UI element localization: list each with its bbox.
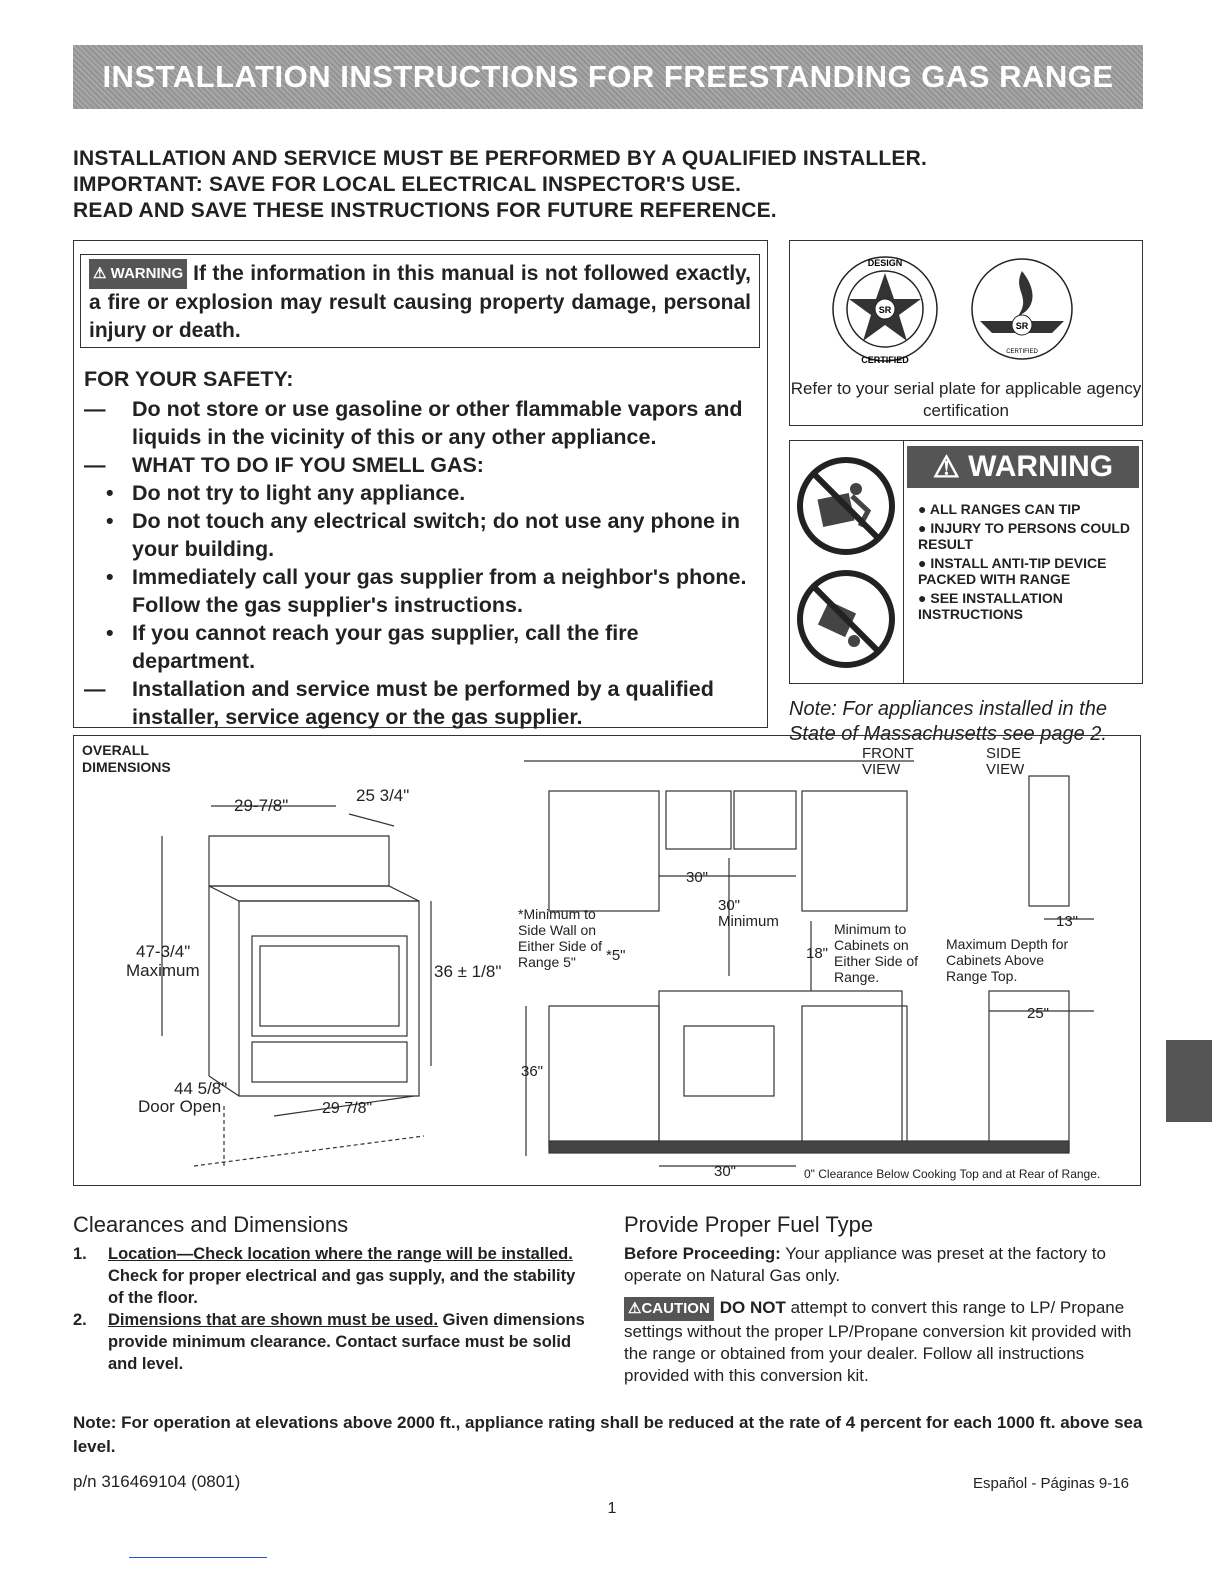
section-tab — [1166, 1040, 1212, 1122]
max-height-value: 47-3/4" — [136, 942, 191, 961]
width-dimension: 29-7/8" — [234, 796, 289, 815]
safety-item-text: Installation and service must be performed by a qualified installer, service agency or the gas supplier. — [132, 677, 714, 729]
caution-label-text: CAUTION — [641, 1300, 710, 1317]
do-not-text: DO NOT — [719, 1298, 786, 1317]
clearance-item — [73, 1309, 591, 1375]
upper-cabinet-center-left — [666, 791, 731, 849]
bullet-text: If you cannot reach your gas supplier, call the fire department. — [132, 621, 639, 673]
warning-item-text: SEE INSTALLATION INSTRUCTIONS — [918, 590, 1063, 622]
max-height-label: Maximum — [126, 961, 200, 980]
item-number: 2. — [73, 1311, 87, 1329]
seal-top-text: DESIGN — [867, 258, 903, 268]
safety-bullet: • Do not touch any electrical switch; do not use any phone in your building. — [106, 509, 741, 561]
safety-bullet: • Immediately call your gas supplier from a neighbor's phone. Follow the gas supplier's instructions. — [106, 565, 747, 617]
door-open-value: 44 5/8" — [174, 1079, 228, 1098]
fuel-section — [624, 1243, 1144, 1387]
warning-header: ⚠ WARNING — [907, 446, 1139, 488]
clearance-note: 0" Clearance Below Cooking Top and at Rear of Range. — [804, 1167, 1101, 1181]
thirtysix-inch-label: 36" — [521, 1063, 544, 1080]
banner-title: INSTALLATION INSTRUCTIONS FOR FREESTANDING GAS RANGE — [102, 59, 1114, 94]
elevation-note: Note: For operation at elevations above 2000 ft., appliance rating shall be reduced at the rate of 4 percent for each 1000 ft. above sea level. — [73, 1413, 1143, 1456]
clearance-item-heading: Location—Check location where the range will be installed. — [108, 1245, 573, 1263]
important-headings — [73, 146, 1153, 224]
upper-cabinet-left — [549, 791, 659, 911]
fuel-title: Provide Proper Fuel Type — [624, 1212, 874, 1237]
bottom-rule — [129, 1557, 267, 1558]
range-cooktop — [209, 886, 419, 901]
certification-text: Refer to your serial plate for applicable agency certification — [790, 379, 1142, 420]
seal-center-text: SR — [1015, 321, 1029, 331]
heading-2: IMPORTANT: SAVE FOR LOCAL ELECTRICAL INSPECTOR'S USE. — [73, 173, 742, 196]
five-inch-label: *5" — [606, 947, 626, 964]
max-depth-note: Maximum Depth for Cabinets Above Range Top. — [946, 936, 1069, 984]
range-backguard — [209, 836, 389, 886]
warning-list-item: ● INJURY TO PERSONS COULD RESULT — [918, 520, 1131, 552]
floor-depth-dimension: 29 7/8" — [322, 1100, 373, 1117]
bullet-text: Do not touch any electrical switch; do not use any phone in your building. — [132, 509, 741, 561]
safety-item-text: Do not store or use gasoline or other flammable vapors and liquids in the vicinity of this or any other appliance. — [132, 397, 743, 449]
title-banner — [73, 45, 1143, 109]
upper-cabinet-center-right — [734, 791, 796, 849]
warning-label-text: WARNING — [110, 265, 184, 282]
warning-list-item: ● ALL RANGES CAN TIP — [918, 501, 1081, 517]
min-30-label: Minimum — [718, 913, 779, 930]
min-30-value: 30" — [718, 897, 741, 914]
before-proceeding-text: Your appliance was preset at the factory to operate on Natural Gas only. — [624, 1244, 1106, 1285]
anti-tip-warning — [789, 440, 1143, 684]
spanish-pages: Español - Páginas 9-16 — [973, 1475, 1129, 1492]
warning-item-text: ALL RANGES CAN TIP — [929, 501, 1081, 517]
clearance-item-text: Given dimensions provide minimum clearance. Contact surface must be solid and level. — [108, 1311, 585, 1373]
caution-body: attempt to convert this range to LP/ Propane settings without the proper LP/Propane conversion kit provided with the range or obtained from your dealer. Follow all instructions provided with this conversion kit. — [624, 1298, 1132, 1385]
range-front — [239, 901, 419, 1096]
front-view-range — [659, 991, 902, 1146]
before-proceeding-label: Before Proceeding: — [624, 1244, 781, 1263]
heading-1: INSTALLATION AND SERVICE MUST BE PERFORMED BY A QUALIFIED INSTALLER. — [73, 147, 928, 170]
side-wall-note: *Minimum to Side Wall on Either Side of Range 5" — [518, 906, 603, 970]
safety-item: — Installation and service must be performed by a qualified installer, service agency or the gas supplier. — [84, 677, 714, 729]
range-drawer — [252, 1042, 407, 1082]
warning-list-item: ● SEE INSTALLATION INSTRUCTIONS — [918, 590, 1063, 622]
fire-warning-text: If the information in this manual is not followed exactly, a fire or explosion may result causing property damage, personal injury or death. — [89, 262, 751, 342]
door-open-line — [194, 1106, 424, 1166]
clearance-item-heading: Dimensions that are shown must be used. — [108, 1311, 439, 1329]
clearances-title: Clearances and Dimensions — [73, 1212, 349, 1237]
certification-seals — [790, 241, 1144, 381]
safety-title: FOR YOUR SAFETY: — [84, 367, 294, 391]
part-number: p/n 316469104 (0801) — [73, 1472, 241, 1491]
cooktop-height: 36 ± 1/8" — [434, 962, 502, 981]
before-proceeding — [624, 1243, 1144, 1287]
depth-dimension: 25 3/4" — [356, 786, 410, 805]
safety-item: — WHAT TO DO IF YOU SMELL GAS: — [84, 453, 484, 477]
dimensions-diagram — [73, 735, 1141, 1186]
clearance-item-text: Check for proper electrical and gas supply, and the stability of the floor. — [108, 1267, 576, 1307]
fire-warning-box — [80, 254, 760, 348]
bullet-text: Immediately call your gas supplier from a neighbor's phone. Follow the gas supplier's instructions. — [132, 565, 747, 617]
front-view-label: FRONT VIEW — [862, 745, 914, 778]
front-view-oven — [684, 1026, 774, 1096]
massachusetts-note: Note: For appliances installed in the State of Massachusetts see page 2. — [789, 698, 1107, 745]
item-number: 1. — [73, 1245, 87, 1263]
width-30-label: 30" — [686, 869, 709, 886]
dimensions-label: DIMENSIONS — [82, 759, 171, 775]
eighteen-inch-label: 18" — [806, 945, 829, 962]
safety-item-text: WHAT TO DO IF YOU SMELL GAS: — [132, 453, 484, 477]
safety-bullet: • Do not try to light any appliance. — [106, 481, 466, 505]
gas-flame-seal — [972, 259, 1072, 359]
caution-text — [624, 1297, 1144, 1387]
base-cabinet-right — [802, 1006, 907, 1146]
caution-label: ⚠CAUTION — [624, 1297, 714, 1321]
range-oven-door — [252, 936, 407, 1036]
depth-dim-line — [349, 814, 394, 826]
no-climbing-icon — [800, 460, 892, 552]
safety-item: — Do not store or use gasoline or other flammable vapors and liquids in the vicinity of this or any other appliance. — [84, 397, 743, 449]
heading-3: READ AND SAVE THESE INSTRUCTIONS FOR FUTURE REFERENCE. — [73, 199, 777, 222]
warning-item-text: INJURY TO PERSONS COULD RESULT — [918, 520, 1131, 552]
upper-cabinet-right — [802, 791, 907, 911]
clearances-list — [73, 1243, 591, 1375]
page-number: 1 — [607, 1500, 617, 1517]
design-certified-seal — [833, 257, 937, 365]
min-cabinets-note: Minimum to Cabinets on Either Side of Range. — [834, 921, 919, 985]
side-upper-cabinet — [1029, 776, 1069, 906]
seal-center-text: SR — [878, 305, 892, 315]
warning-list — [918, 501, 1138, 622]
bullet-text: Do not try to light any appliance. — [132, 481, 466, 505]
thirteen-inch-label: 13" — [1056, 913, 1079, 930]
range-oven-window — [260, 946, 399, 1026]
base-cabinet-left — [549, 1006, 659, 1146]
warning-divider — [903, 441, 904, 683]
safety-instructions — [84, 365, 752, 731]
bottom-30-label: 30" — [714, 1163, 737, 1180]
seal-bottom-text: CERTIFIED — [1006, 349, 1038, 355]
warning-list-item: ● INSTALL ANTI-TIP DEVICE PACKED WITH RANGE — [918, 555, 1107, 587]
floor-base — [549, 1141, 1069, 1153]
warning-item-text: INSTALL ANTI-TIP DEVICE PACKED WITH RANGE — [918, 555, 1107, 587]
warning-header-text: WARNING — [968, 450, 1114, 483]
clearance-item — [73, 1243, 591, 1309]
no-tipping-icon — [800, 573, 892, 665]
door-open-label: Door Open — [138, 1097, 222, 1116]
overall-label: OVERALL — [82, 742, 149, 758]
safety-bullet: • If you cannot reach your gas supplier, call the fire department. — [106, 621, 639, 673]
twentyfive-inch-label: 25" — [1027, 1005, 1050, 1022]
side-view-label: SIDE VIEW — [986, 745, 1025, 778]
warning-label: ⚠ WARNING — [89, 259, 187, 289]
tip-pictograms — [790, 441, 902, 681]
seal-bottom-text: CERTIFIED — [861, 355, 909, 365]
